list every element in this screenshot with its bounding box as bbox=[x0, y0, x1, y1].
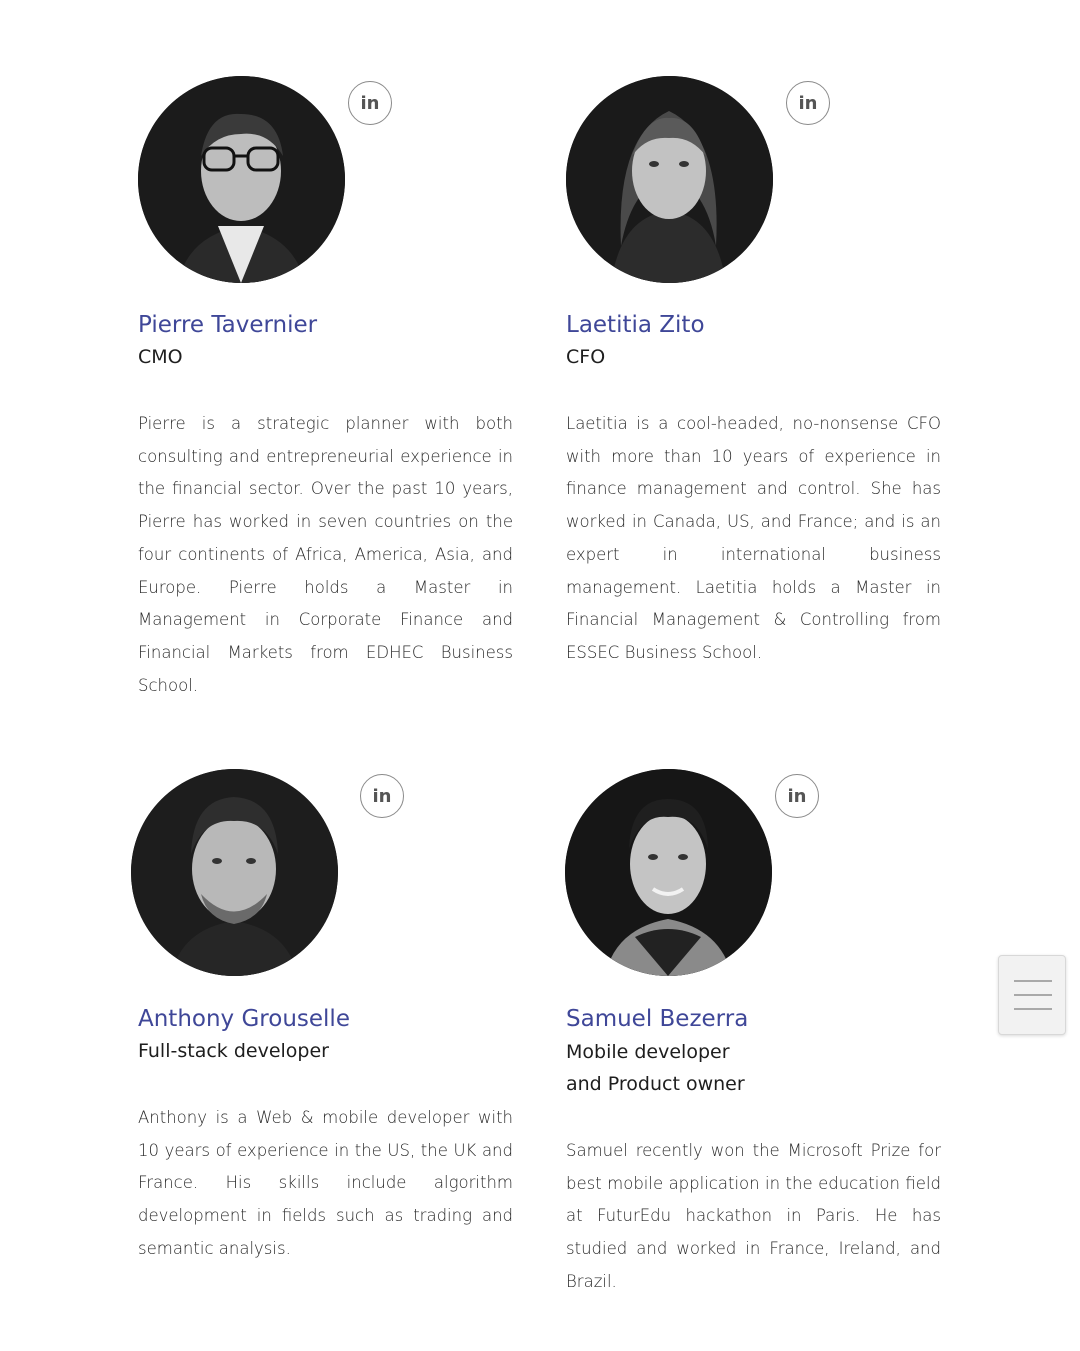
linkedin-icon[interactable]: in bbox=[775, 774, 819, 818]
member-bio: Samuel recently won the Microsoft Prize for best mobile application in the education field at FuturEdu hackathon in Paris. He has studied and worked in France, Ireland, and Brazil. bbox=[566, 1141, 941, 1291]
member-name: Pierre Tavernier bbox=[138, 312, 318, 338]
member-bio: Pierre is a strategic planner with both consulting and entrepreneurial experience in the financial sector. Over the past 10 years, Pierre has worked in seven countries on the four continents of Africa, America, Asia, and Europe. Pierre holds a Master in Management in Corporate Finance and Financial Markets from EDHEC Business School. bbox=[138, 414, 513, 695]
member-name: Laetitia Zito bbox=[566, 312, 705, 338]
member-bio: Laetitia is a cool-headed, no-nonsense CFO with more than 10 years of experience in finance management and control. She has worked in Canada, US, and France; and is an expert in international business management. Laetitia holds a Master in Financial Management & Controlling from ESSEC Business School. bbox=[566, 414, 941, 662]
member-role-line2: and Product owner bbox=[566, 1073, 745, 1095]
member-name: Samuel Bezerra bbox=[566, 1006, 749, 1032]
avatar bbox=[138, 76, 345, 283]
member-role: CMO bbox=[138, 346, 183, 368]
member-bio: Anthony is a Web & mobile developer with 10 years of experience in the US, the UK and France. His skills include algorithm development in fields such as trading and semantic analysis. bbox=[138, 1108, 513, 1258]
linkedin-icon[interactable]: in bbox=[360, 774, 404, 818]
avatar bbox=[566, 76, 773, 283]
linkedin-icon[interactable]: in bbox=[786, 81, 830, 125]
avatar bbox=[131, 769, 338, 976]
linkedin-icon[interactable]: in bbox=[348, 81, 392, 125]
member-role: CFO bbox=[566, 346, 606, 368]
avatar bbox=[565, 769, 772, 976]
member-name: Anthony Grouselle bbox=[138, 1006, 350, 1032]
member-role: Full-stack developer bbox=[138, 1040, 329, 1062]
hamburger-menu-icon[interactable] bbox=[998, 955, 1066, 1035]
member-role: Mobile developer bbox=[566, 1041, 730, 1063]
